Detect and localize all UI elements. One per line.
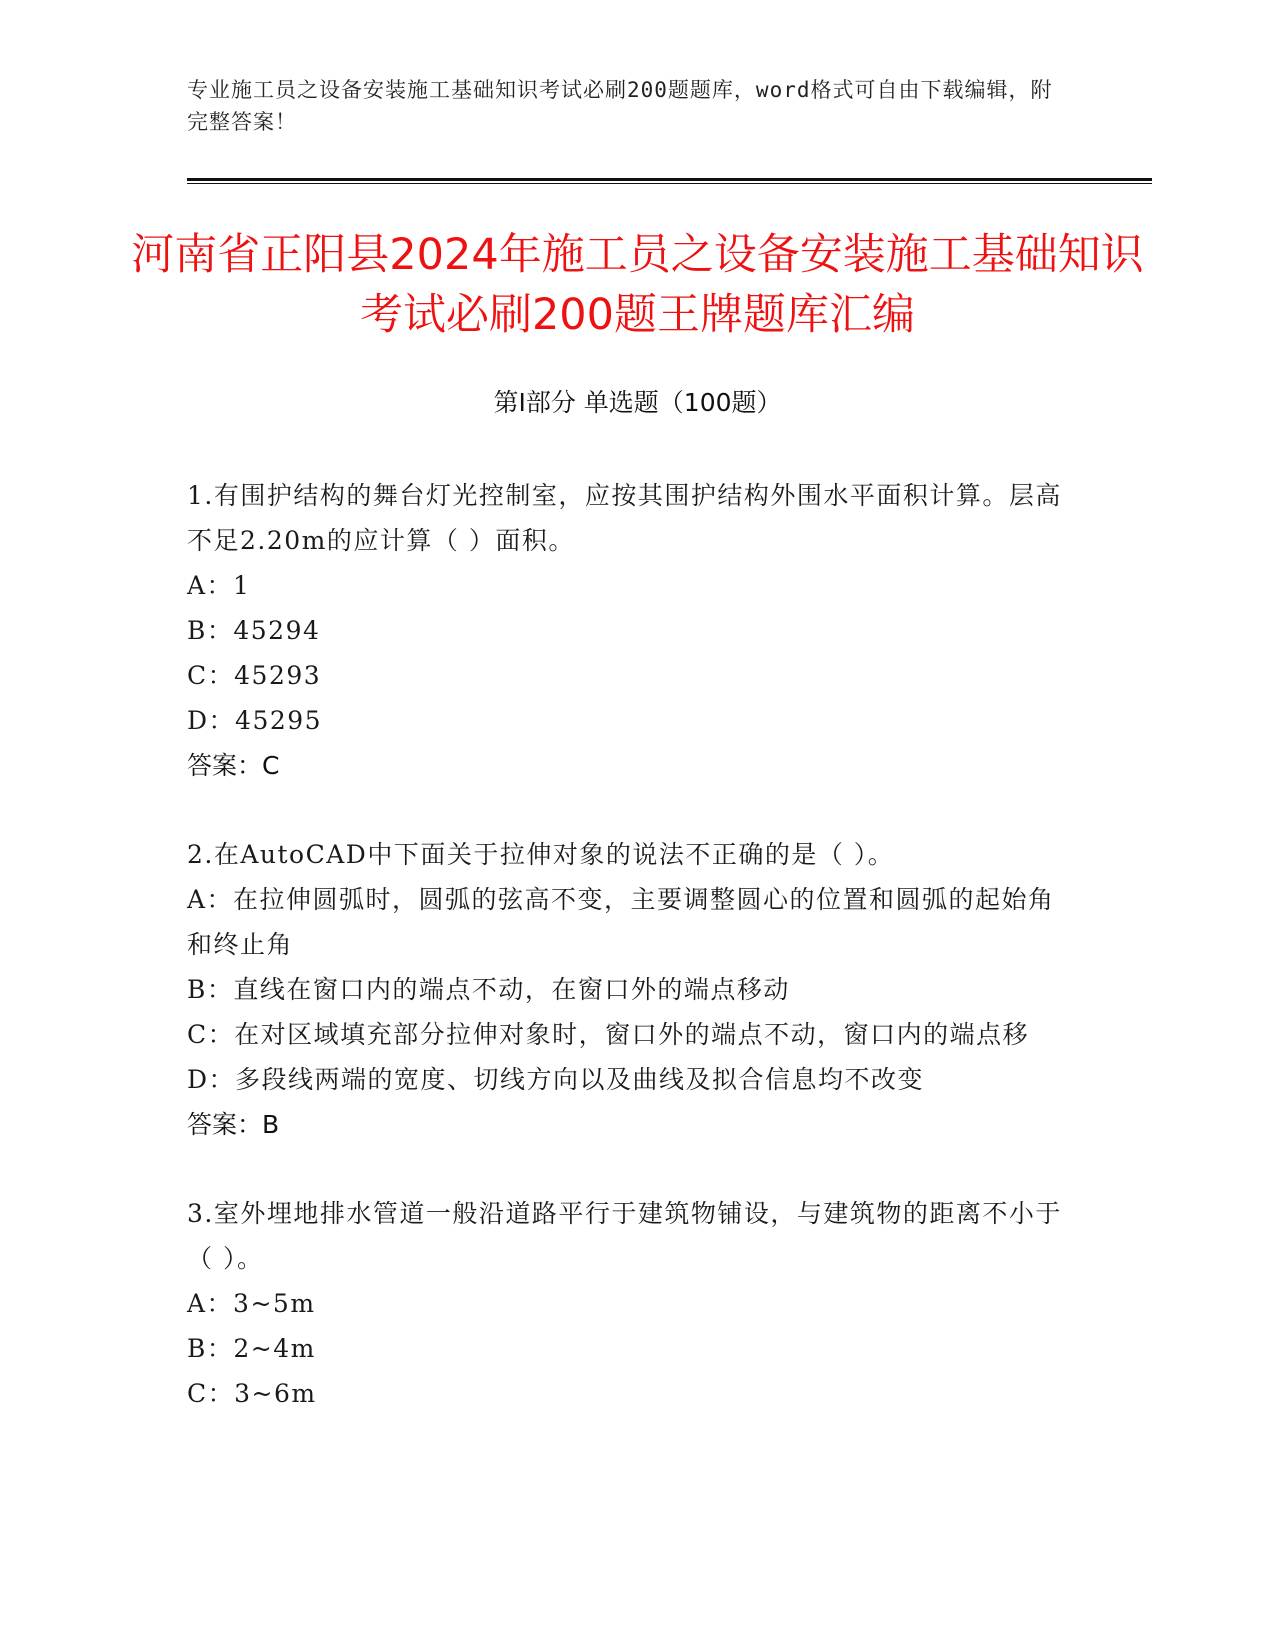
question-stem: 3.室外埋地排水管道一般沿道路平行于建筑物铺设，与建筑物的距离不小于（ ）。 <box>187 1199 1062 1273</box>
header-rule-thick <box>187 178 1152 181</box>
header-note: 专业施工员之设备安装施工基础知识考试必刷200题题库，word格式可自由下载编辑，附完整答案！ <box>187 78 1053 134</box>
question-2 <box>187 832 1077 1147</box>
answer: 答案：B <box>187 1110 280 1139</box>
option-c: C：45293 <box>187 661 322 690</box>
option-b: B：直线在窗口内的端点不动，在窗口外的端点移动 <box>187 975 790 1004</box>
question-list <box>187 473 1077 1416</box>
answer: 答案：C <box>187 751 280 780</box>
question-3 <box>187 1191 1077 1416</box>
question-1 <box>187 473 1077 788</box>
question-spacer <box>187 788 1077 832</box>
option-c: C：在对区域填充部分拉伸对象时，窗口外的端点不动，窗口内的端点移 <box>187 1020 1030 1049</box>
option-a: A：3~5m <box>187 1289 316 1318</box>
section-title: 第Ⅰ部分 单选题（100题） <box>493 388 782 417</box>
option-c: C：3~6m <box>187 1379 317 1408</box>
option-a: A：在拉伸圆弧时，圆弧的弦高不变，主要调整圆心的位置和圆弧的起始角和终止角 <box>187 885 1055 959</box>
option-b: B：45294 <box>187 616 321 645</box>
option-a: A：1 <box>187 571 251 600</box>
question-stem: 2.在AutoCAD中下面关于拉伸对象的说法不正确的是（ ）。 <box>187 840 895 869</box>
question-stem: 1.有围护结构的舞台灯光控制室，应按其围护结构外围水平面积计算。层高不足2.20m的应计算（ ）面积。 <box>187 481 1062 555</box>
option-b: B：2~4m <box>187 1334 316 1363</box>
question-spacer <box>187 1147 1077 1191</box>
option-d: D：多段线两端的宽度、切线方向以及曲线及拟合信息均不改变 <box>187 1065 925 1094</box>
option-d: D：45295 <box>187 706 323 735</box>
header-rule-thin <box>187 183 1152 184</box>
document-title: 河南省正阳县2024年施工员之设备安装施工基础知识考试必刷200题王牌题库汇编 <box>131 230 1144 340</box>
